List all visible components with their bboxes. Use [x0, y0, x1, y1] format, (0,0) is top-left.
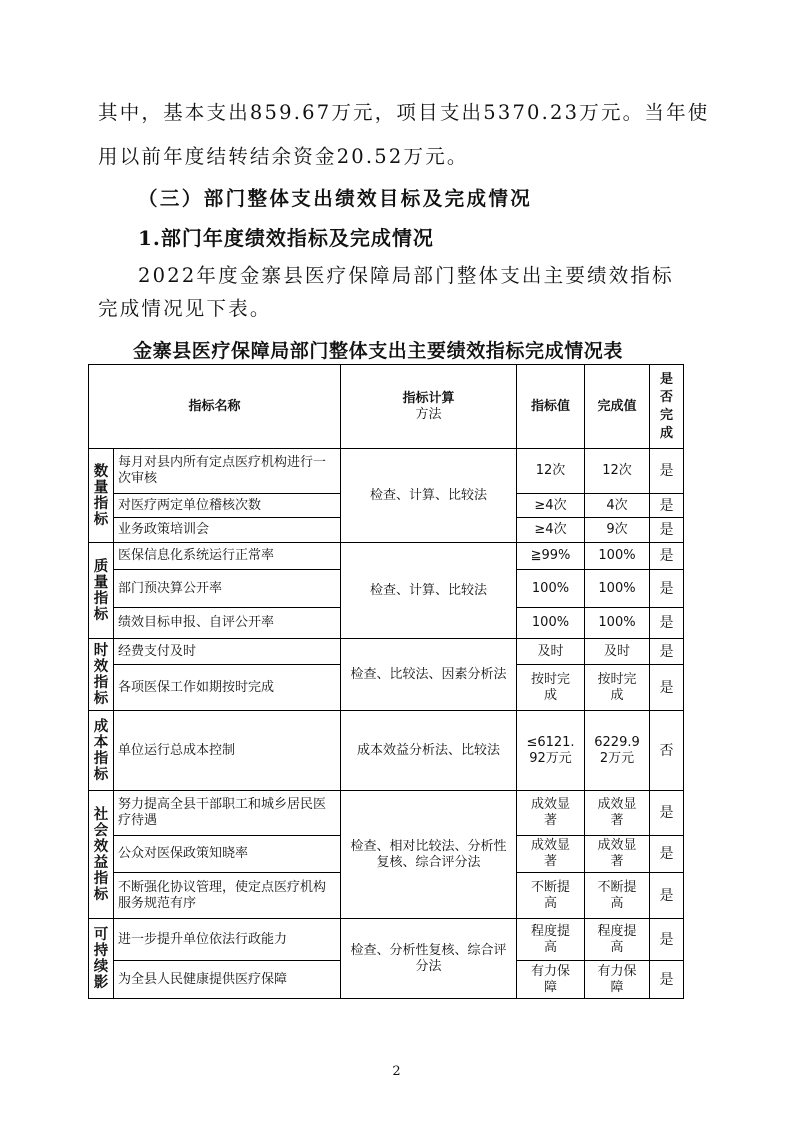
category-char: 指	[93, 495, 109, 512]
target-value: ≤6121.92万元	[517, 711, 585, 791]
done-flag: 是	[650, 449, 684, 494]
done-flag: 是	[650, 836, 684, 873]
category-char: 指	[93, 674, 109, 691]
done-flag: 是	[650, 919, 684, 961]
done-flag: 是	[650, 873, 684, 919]
actual-value: 按时完成	[585, 665, 650, 711]
category-cell	[89, 791, 114, 919]
category-char: 标	[93, 690, 109, 707]
actual-value: 6229.92万元	[585, 711, 650, 791]
indicator-name: 努力提高全县干部职工和城乡居民医疗待遇	[114, 791, 341, 836]
category-char: 可	[93, 926, 109, 943]
category-cell	[89, 919, 114, 999]
indicator-name: 每月对县内所有定点医疗机构进行一次审核	[114, 449, 341, 494]
category-cell	[89, 711, 114, 791]
done-flag: 是	[650, 518, 684, 543]
category-char: 指	[93, 870, 109, 887]
table-row	[89, 639, 684, 665]
indicator-name: 绩效目标申报、自评公开率	[114, 608, 341, 639]
actual-value: 100%	[585, 608, 650, 639]
calc-method: 检查、分析性复核、综合评分法	[341, 919, 517, 999]
category-char: 效	[93, 658, 109, 675]
header-done-char: 是	[659, 371, 673, 387]
calc-method: 检查、相对比较法、分析性复核、综合评分法	[341, 791, 517, 919]
target-value: 不断提高	[517, 873, 585, 919]
category-char: 质	[93, 558, 109, 575]
done-flag: 是	[650, 639, 684, 665]
category-char: 标	[93, 886, 109, 903]
category-char: 时	[93, 642, 109, 659]
category-char: 社	[93, 806, 109, 823]
header-target: 指标值	[517, 365, 585, 449]
actual-value: 12次	[585, 449, 650, 494]
done-flag: 否	[650, 711, 684, 791]
category-char: 标	[93, 606, 109, 623]
indicator-name: 公众对医保政策知晓率	[114, 836, 341, 873]
category-char: 持	[93, 942, 109, 959]
header-done-char: 成	[659, 425, 673, 441]
actual-value: 成效显著	[585, 836, 650, 873]
indicator-name: 对医疗两定单位稽核次数	[114, 494, 341, 518]
indicator-name: 业务政策培训会	[114, 518, 341, 543]
indicator-name: 经费支付及时	[114, 639, 341, 665]
performance-table	[88, 364, 684, 999]
calc-method: 检查、比较法、因素分析法	[341, 639, 517, 711]
target-value: 100%	[517, 570, 585, 608]
target-value: 按时完成	[517, 665, 585, 711]
body-line-1: 其中，基本支出859.67万元，项目支出5370.23万元。当年使	[98, 101, 710, 124]
indicator-name: 各项医保工作如期按时完成	[114, 665, 341, 711]
category-char: 益	[93, 854, 109, 871]
category-char: 指	[93, 750, 109, 767]
category-char: 量	[93, 574, 109, 591]
target-value: 及时	[517, 639, 585, 665]
category-char: 本	[93, 734, 109, 751]
actual-value: 9次	[585, 518, 650, 543]
category-cell	[89, 449, 114, 543]
table-row	[89, 543, 684, 570]
subsection-heading: 1.部门年度绩效指标及完成情况	[138, 226, 434, 250]
target-value: 程度提高	[517, 919, 585, 961]
category-char: 指	[93, 590, 109, 607]
calc-method: 检查、计算、比较法	[341, 449, 517, 543]
header-name: 指标名称	[89, 365, 341, 449]
category-char: 影	[93, 974, 109, 991]
category-char: 续	[93, 958, 109, 975]
done-flag: 是	[650, 570, 684, 608]
actual-value: 程度提高	[585, 919, 650, 961]
done-flag: 是	[650, 665, 684, 711]
header-method-line2: 方法	[415, 406, 442, 422]
table-row	[89, 791, 684, 836]
table-title: 金寨县医疗保障局部门整体支出主要绩效指标完成情况表	[133, 340, 624, 362]
indicator-name: 为全县人民健康提供医疗保障	[114, 961, 341, 999]
header-done-char: 完	[659, 407, 673, 423]
target-value: 成效显著	[517, 836, 585, 873]
calc-method: 成本效益分析法、比较法	[341, 711, 517, 791]
target-value: ≥4次	[517, 518, 585, 543]
category-cell	[89, 543, 114, 639]
header-actual: 完成值	[585, 365, 650, 449]
indicator-name: 进一步提升单位依法行政能力	[114, 919, 341, 961]
target-value: 成效显著	[517, 791, 585, 836]
done-flag: 是	[650, 608, 684, 639]
table-header-row	[89, 365, 684, 449]
category-cell	[89, 639, 114, 711]
header-method-line1: 指标计算	[402, 390, 455, 406]
body-line-2: 用以前年度结转结余资金20.52万元。	[98, 145, 469, 168]
indicator-name: 医保信息化系统运行正常率	[114, 543, 341, 570]
done-flag: 是	[650, 494, 684, 518]
category-char: 效	[93, 838, 109, 855]
category-char: 会	[93, 822, 109, 839]
header-method	[341, 365, 517, 449]
actual-value: 100%	[585, 570, 650, 608]
target-value: 100%	[517, 608, 585, 639]
category-char: 成	[93, 718, 109, 735]
actual-value: 不断提高	[585, 873, 650, 919]
indicator-name: 单位运行总成本控制	[114, 711, 341, 791]
header-done-char: 否	[659, 389, 673, 405]
category-char: 标	[93, 511, 109, 528]
section-heading: （三）部门整体支出绩效目标及完成情况	[138, 187, 533, 210]
target-value: ≥4次	[517, 494, 585, 518]
table-row	[89, 449, 684, 494]
category-char: 数	[93, 463, 109, 480]
table-row	[89, 711, 684, 791]
target-value: ≧99%	[517, 543, 585, 570]
body-line-6: 完成情况见下表。	[98, 297, 272, 320]
table-row	[89, 919, 684, 961]
actual-value: 及时	[585, 639, 650, 665]
page-number: 2	[392, 1064, 401, 1079]
body-line-5: 2022年度金寨县医疗保障局部门整体支出主要绩效指标	[138, 264, 674, 287]
header-done	[650, 365, 684, 449]
indicator-name: 不断强化协议管理，使定点医疗机构服务规范有序	[114, 873, 341, 919]
done-flag: 是	[650, 543, 684, 570]
target-value: 12次	[517, 449, 585, 494]
done-flag: 是	[650, 791, 684, 836]
actual-value: 成效显著	[585, 791, 650, 836]
done-flag: 是	[650, 961, 684, 999]
category-char: 量	[93, 479, 109, 496]
actual-value: 有力保障	[585, 961, 650, 999]
target-value: 有力保障	[517, 961, 585, 999]
indicator-name: 部门预决算公开率	[114, 570, 341, 608]
calc-method: 检查、计算、比较法	[341, 543, 517, 639]
actual-value: 100%	[585, 543, 650, 570]
actual-value: 4次	[585, 494, 650, 518]
category-char: 标	[93, 766, 109, 783]
